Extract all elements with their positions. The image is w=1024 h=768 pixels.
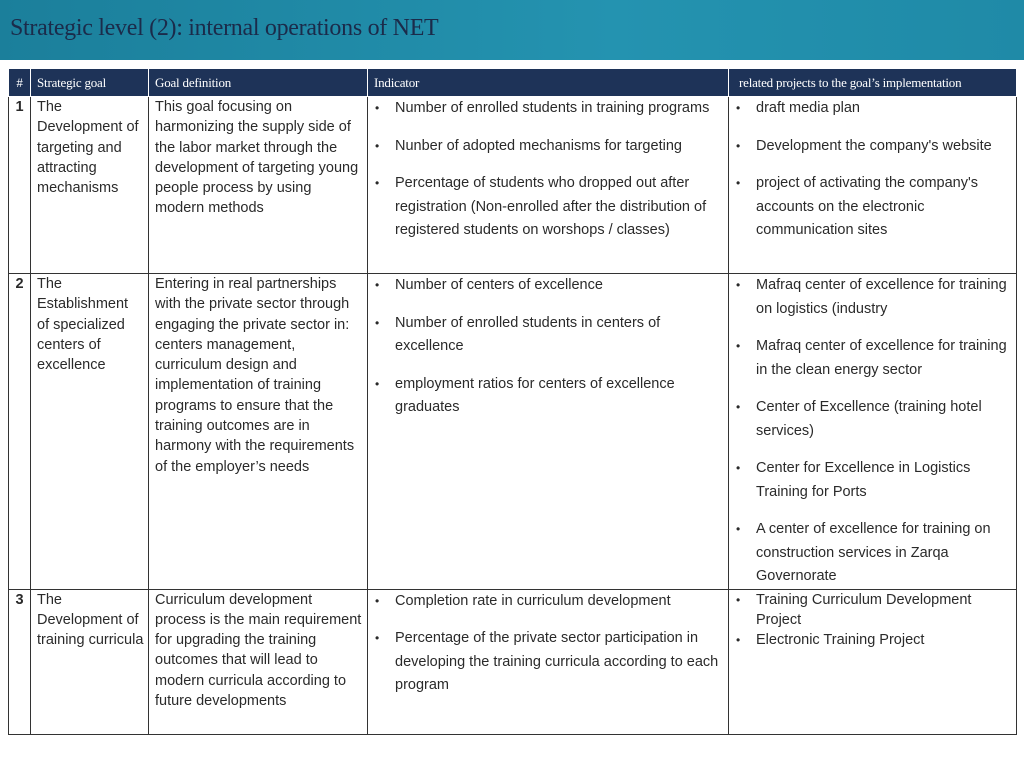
indicator-cell (368, 589, 729, 734)
indicator-item: • Completion rate in curriculum development (374, 590, 724, 614)
project-item: • A center of excellence for training on construction services in Zarqa Governorate (735, 518, 1012, 589)
row-number: 2 (9, 274, 31, 590)
row-number: 3 (9, 589, 31, 734)
goal-definition-cell: This goal focusing on harmonizing the supply side of the labor market through the development of targeting young people process by using modern methods (149, 97, 368, 274)
strategic-goal-cell: The Development of training curricula (31, 589, 149, 734)
indicator-item: • employment ratios for centers of excellence graduates (374, 373, 724, 420)
indicator-item: • Nunber of adopted mechanisms for targeting (374, 135, 724, 159)
project-list (735, 590, 1012, 651)
indicator-cell (368, 274, 729, 590)
project-item: • project of activating the company's accounts on the electronic communication sites (735, 172, 1012, 243)
row-number: 1 (9, 97, 31, 274)
table-row (9, 97, 1017, 274)
strategic-goal-cell: The Development of targeting and attracting mechanisms (31, 97, 149, 274)
projects-cell (729, 274, 1017, 590)
project-list (735, 274, 1012, 589)
indicator-list (374, 97, 724, 243)
project-item: • Center of Excellence (training hotel services) (735, 396, 1012, 443)
project-item: • draft media plan (735, 97, 1012, 121)
indicator-item: • Percentage of students who dropped out after registration (Non-enrolled after the distribution of registered students on worshops / classes) (374, 172, 724, 243)
indicator-item: • Number of enrolled students in training programs (374, 97, 724, 121)
column-header-indicator: Indicator (368, 69, 729, 97)
column-header-related-projects: related projects to the goal’s implementation (729, 69, 1017, 97)
indicator-item: • Number of enrolled students in centers of excellence (374, 312, 724, 359)
column-header-goal-definition: Goal definition (149, 69, 368, 97)
table-header-row (9, 69, 1017, 97)
project-item: • Mafraq center of excellence for training in the clean energy sector (735, 335, 1012, 382)
strategy-table (8, 68, 1017, 735)
project-list (735, 97, 1012, 243)
strategic-goal-cell: The Establishment of specialized centers of excellence (31, 274, 149, 590)
indicator-item: • Number of centers of excellence (374, 274, 724, 298)
project-item: • Development the company's website (735, 135, 1012, 159)
goal-definition-cell: Entering in real partnerships with the private sector through engaging the private sector in: centers management, curriculum design and implementation of training programs to ensure that the training outcomes are in harmony with the requirements of the employer’s needs (149, 274, 368, 590)
table-row (9, 589, 1017, 734)
column-header-strategic-goal: Strategic goal (31, 69, 149, 97)
goal-definition-cell: Curriculum development process is the main requirement for upgrading the training outcomes that will lead to modern curricula according to future developments (149, 589, 368, 734)
indicator-list (374, 590, 724, 698)
indicator-item: • Percentage of the private sector participation in developing the training curricula according to each program (374, 627, 724, 698)
projects-cell (729, 589, 1017, 734)
page-title: Strategic level (2): internal operations of NET (10, 15, 439, 41)
projects-cell (729, 97, 1017, 274)
project-item: • Training Curriculum Development Project (735, 590, 1012, 631)
project-item: • Mafraq center of excellence for training on logistics (industry (735, 274, 1012, 321)
indicator-cell (368, 97, 729, 274)
project-item: • Electronic Training Project (735, 630, 1012, 650)
table-row (9, 274, 1017, 590)
column-header-number: # (9, 69, 31, 97)
project-item: • Center for Excellence in Logistics Training for Ports (735, 457, 1012, 504)
indicator-list (374, 274, 724, 420)
